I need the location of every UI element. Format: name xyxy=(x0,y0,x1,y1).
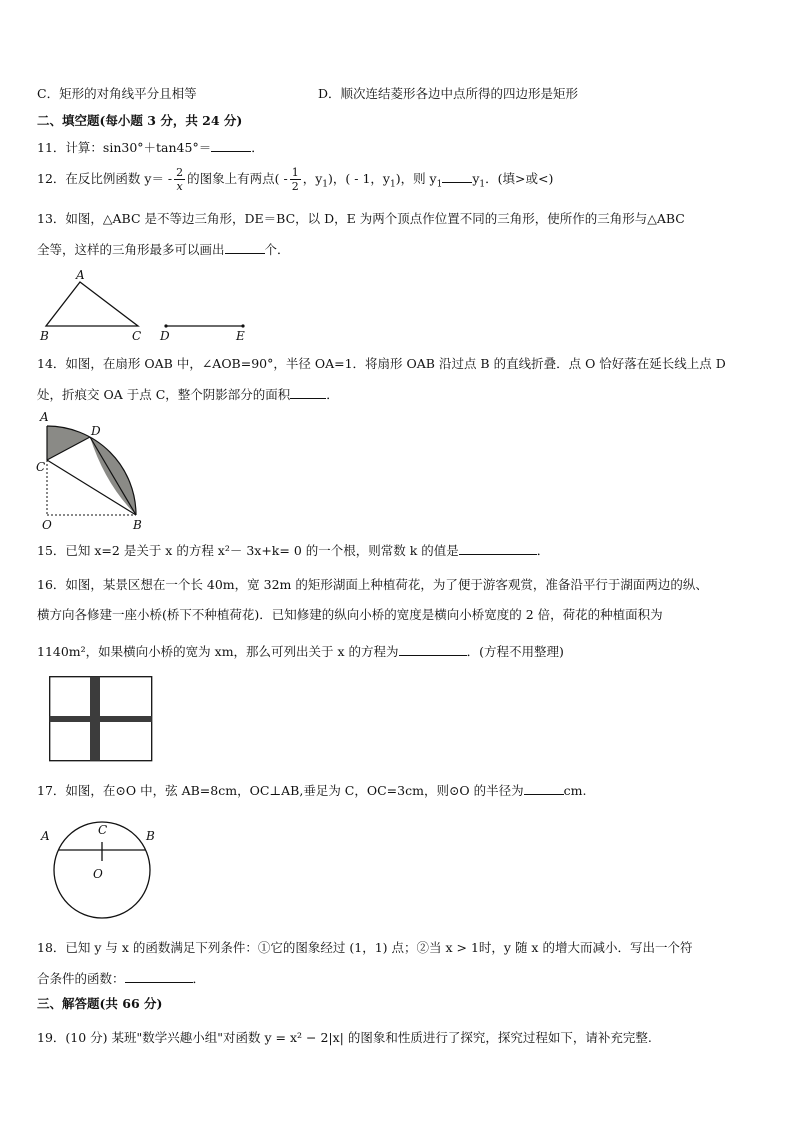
question-19: 19．(10 分) 某班"数学兴趣小组"对函数 y = x² − 2|x| 的图象和性质进行了探究，探究过程如下，请补充完整. xyxy=(37,1030,652,1045)
question-13-line-1: 13．如图，△ABC 是不等边三角形，DE＝BC，以 D，E 为两个顶点作位置不同的三角形，使所作的三角形与△ABC xyxy=(37,211,685,226)
question-18-line-2 xyxy=(37,969,205,987)
q18-l2b: ． xyxy=(192,971,206,986)
q14-label-o: O xyxy=(42,518,52,532)
q12-part-g: ．(填>或<) xyxy=(485,171,554,186)
q14-answer-blank[interactable] xyxy=(290,386,326,399)
q10-option-c: C．矩形的对角线平分且相等 xyxy=(37,86,197,101)
q16-l3a: 1140m²，如果横向小桥的宽为 xm，那么可列出关于 x 的方程为 xyxy=(37,644,399,659)
q13-label-c: C xyxy=(132,329,142,342)
q12-sub-e: 1 xyxy=(436,179,443,190)
q12-part-e: )，则 y xyxy=(395,171,437,186)
q17-figure xyxy=(36,816,166,920)
q12-part-d: )，( - 1，y xyxy=(328,171,390,186)
question-14-line-1: 14．如图，在扇形 OAB 中，∠AOB=90°，半径 OA=1．将扇形 OAB 沿过点 B 的直线折叠．点 O 恰好落在延长线上点 D xyxy=(37,356,726,371)
q12-fn-denominator: x xyxy=(176,180,183,193)
question-13-line-2 xyxy=(37,240,290,258)
q16-l3b: ．(方程不用整理) xyxy=(466,644,564,659)
q12-part-a: 12．在反比例函数 y＝ - xyxy=(37,171,173,186)
question-16-line-2: 横方向各修建一座小桥(桥下不种植荷花)．已知修建的纵向小桥的宽度是横向小桥宽度的 2 倍，荷花的种植面积为 xyxy=(37,607,663,622)
q17-label-c: C xyxy=(98,823,108,837)
q13-label-d: D xyxy=(160,329,170,342)
q12-pt-numerator: 1 xyxy=(291,166,299,179)
q13-label-e: E xyxy=(236,329,245,342)
q14-figure xyxy=(30,408,160,533)
q11-answer-blank[interactable] xyxy=(211,139,251,152)
q14-l2b: ． xyxy=(326,387,339,402)
q18-l2a: 合条件的函数： xyxy=(37,971,125,986)
q14-label-d: D xyxy=(91,424,101,438)
q12-answer-blank[interactable] xyxy=(442,170,472,183)
question-16-line-3 xyxy=(37,642,564,660)
q13-label-a: A xyxy=(76,268,85,282)
q17-text: 17．如图，在⊙O 中，弦 AB=8cm，OC⊥AB,垂足为 C，OC=3cm，则⊙O 的半径为 xyxy=(37,783,524,798)
q12-part-c: ，y xyxy=(302,171,323,186)
q16-answer-blank[interactable] xyxy=(399,643,467,656)
q13-l2a: 全等，这样的三角形最多可以画出 xyxy=(37,242,225,257)
question-15 xyxy=(37,541,549,559)
question-18-line-1: 18．已知 y 与 x 的函数满足下列条件：①它的图象经过 (1，1) 点；②当 x > 1时，y 随 x 的增大而减小．写出一个符 xyxy=(37,940,693,955)
q12-function-fraction xyxy=(174,166,185,193)
q14-l2a: 处，折痕交 OA 于点 C，整个阴影部分的面积 xyxy=(37,387,291,402)
q17-unit: cm. xyxy=(563,783,587,798)
q12-point-fraction xyxy=(290,166,301,193)
q15-answer-blank[interactable] xyxy=(459,542,537,555)
question-16-line-1: 16．如图，某景区想在一个长 40m，宽 32m 的矩形湖面上种植荷花，为了便于游客观赏，准备沿平行于湖面两边的纵、 xyxy=(37,577,708,592)
q12-sub-d: 1 xyxy=(389,179,396,190)
q12-sub-c: 1 xyxy=(322,179,329,190)
q14-label-c: C xyxy=(36,460,46,474)
q11-end: ． xyxy=(251,140,264,155)
q15-end: ． xyxy=(536,543,550,558)
q13-figure xyxy=(36,268,256,342)
q12-sub-f: 1 xyxy=(479,179,486,190)
q10-option-d: D．顺次连结菱形各边中点所得的四边形是矩形 xyxy=(318,86,579,101)
q17-label-b: B xyxy=(146,829,155,843)
q16-figure xyxy=(49,676,153,762)
question-11 xyxy=(37,138,264,156)
section-fill-in-heading: 二、填空题(每小题 3 分，共 24 分) xyxy=(37,113,243,128)
q11-text: 11．计算：sin30°＋tan45°＝ xyxy=(37,140,212,155)
q17-label-o: O xyxy=(93,867,103,881)
q15-text: 15．已知 x=2 是关于 x 的方程 x²－ 3x+k= 0 的一个根，则常数 k 的值是 xyxy=(37,543,459,558)
q17-label-a: A xyxy=(41,829,50,843)
q13-l2b: 个． xyxy=(264,242,290,257)
question-17 xyxy=(37,781,586,799)
q18-answer-blank[interactable] xyxy=(125,970,193,983)
q12-part-b: 的图象上有两点( - xyxy=(187,171,288,186)
q13-answer-blank[interactable] xyxy=(225,241,265,254)
q12-fn-numerator: 2 xyxy=(176,166,184,179)
q12-part-f: y xyxy=(472,171,480,186)
question-12 xyxy=(37,164,553,200)
question-14-line-2 xyxy=(37,385,339,403)
q14-label-a: A xyxy=(40,410,49,424)
q17-answer-blank[interactable] xyxy=(524,782,564,795)
q12-pt-denominator: 2 xyxy=(291,180,299,193)
q13-label-b: B xyxy=(40,329,49,342)
q14-label-b: B xyxy=(133,518,142,532)
section-solutions-heading: 三、解答题(共 66 分) xyxy=(37,996,163,1011)
